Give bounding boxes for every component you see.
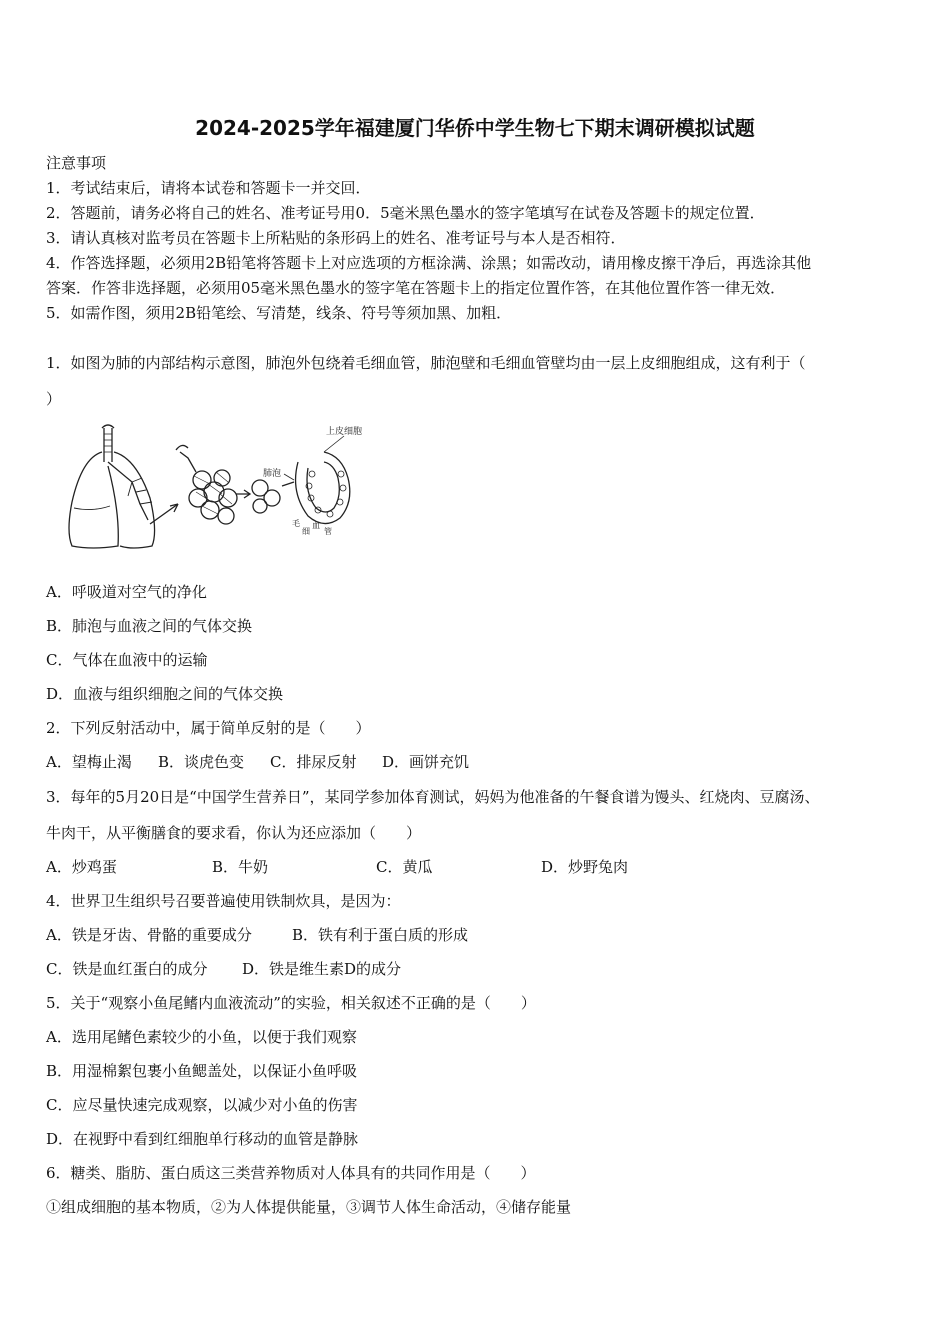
q1-option-b: B．肺泡与血液之间的气体交换 (46, 617, 253, 635)
q2-stem: 2．下列反射活动中，属于简单反射的是（ ） (46, 719, 371, 737)
notice-item-4-cont: 答案．作答非选择题，必须用05毫米黑色墨水的签字笔在答题卡上的指定位置作答，在其他位置作答一律无效． (46, 279, 786, 297)
q6-line2: ①组成细胞的基本物质，②为人体提供能量，③调节人体生命活动，④储存能量 (46, 1198, 572, 1216)
q5-option-d: D．在视野中看到红细胞单行移动的血管是静脉 (46, 1130, 359, 1148)
notice-item-1: 1．考试结束后，请将本试卷和答题卡一并交回． (46, 179, 371, 197)
figure-label-alveolus: 肺泡 (263, 469, 282, 479)
figure-label-capillary-3: 血 (312, 521, 320, 530)
q6-stem: 6．糖类、脂肪、蛋白质这三类营养物质对人体具有的共同作用是（ ） (46, 1164, 536, 1182)
q3-option-c: C．黄瓜 (376, 858, 433, 876)
q4-stem: 4．世界卫生组织号召要普遍使用铁制炊具，是因为： (46, 892, 401, 910)
q3-option-b: B．牛奶 (212, 858, 269, 876)
q3-stem-line1: 3．每年的5月20日是“中国学生营养日”，某同学参加体育测试，妈妈为他准备的午餐食谱为馒头、红烧肉、豆腐汤、 (46, 788, 820, 806)
q1-stem-line2: ） (46, 390, 62, 408)
q2-option-c: C．排尿反射 (270, 753, 357, 771)
lung-structure-figure (62, 422, 372, 554)
figure-label-epithelial: 上皮细胞 (326, 427, 363, 437)
q4-option-b: B．铁有利于蛋白质的形成 (292, 926, 469, 944)
q2-option-d: D．画饼充饥 (382, 753, 470, 771)
notice-heading: 注意事项 (46, 154, 107, 172)
q3-stem-line2: 牛肉干，从平衡膳食的要求看，你认为还应添加（ ） (46, 824, 422, 842)
q4-option-a: A．铁是牙齿、骨骼的重要成分 (46, 926, 252, 944)
notice-item-2: 2．答题前，请务必将自己的姓名、准考证号用0．5毫米黑色墨水的签字笔填写在试卷及答题卡的规定位置． (46, 204, 765, 222)
q1-option-c: C．气体在血液中的运输 (46, 651, 208, 669)
page-title: 2024-2025学年福建厦门华侨中学生物七下期末调研模拟试题 (195, 116, 755, 140)
q2-option-b: B．谈虎色变 (158, 753, 245, 771)
figure-label-capillary-1: 毛 (292, 519, 300, 528)
q5-option-a: A．选用尾鳍色素较少的小鱼，以便于我们观察 (46, 1028, 357, 1046)
notice-item-3: 3．请认真核对监考员在答题卡上所粘贴的条形码上的姓名、准考证号与本人是否相符． (46, 229, 626, 247)
q4-option-c: C．铁是血红蛋白的成分 (46, 960, 208, 978)
q1-option-d: D．血液与组织细胞之间的气体交换 (46, 685, 284, 703)
q5-stem: 5．关于“观察小鱼尾鳍内血液流动”的实验，相关叙述不正确的是（ ） (46, 994, 536, 1012)
q3-option-d: D．炒野兔肉 (541, 858, 629, 876)
notice-item-4: 4．作答选择题，必须用2B铅笔将答题卡上对应选项的方框涂满、涂黑；如需改动，请用橡皮擦干净后，再选涂其他 (46, 254, 812, 272)
notice-item-5: 5．如需作图，须用2B铅笔绘、写清楚，线条、符号等须加黑、加粗． (46, 304, 512, 322)
q5-option-c: C．应尽量快速完成观察，以减少对小鱼的伤害 (46, 1096, 358, 1114)
q3-option-a: A．炒鸡蛋 (46, 858, 117, 876)
figure-label-capillary-2: 细 (302, 527, 310, 536)
q4-option-d: D．铁是维生素D的成分 (242, 960, 402, 978)
q5-option-b: B．用湿棉絮包裹小鱼鳃盖处，以保证小鱼呼吸 (46, 1062, 358, 1080)
q1-option-a: A．呼吸道对空气的净化 (46, 583, 207, 601)
q2-option-a: A．望梅止渴 (46, 753, 132, 771)
q1-stem-line1: 1．如图为肺的内部结构示意图，肺泡外包绕着毛细血管，肺泡壁和毛细血管壁均由一层上皮细胞组成，这有利于（ (46, 354, 806, 372)
figure-label-capillary-4: 管 (324, 527, 332, 536)
